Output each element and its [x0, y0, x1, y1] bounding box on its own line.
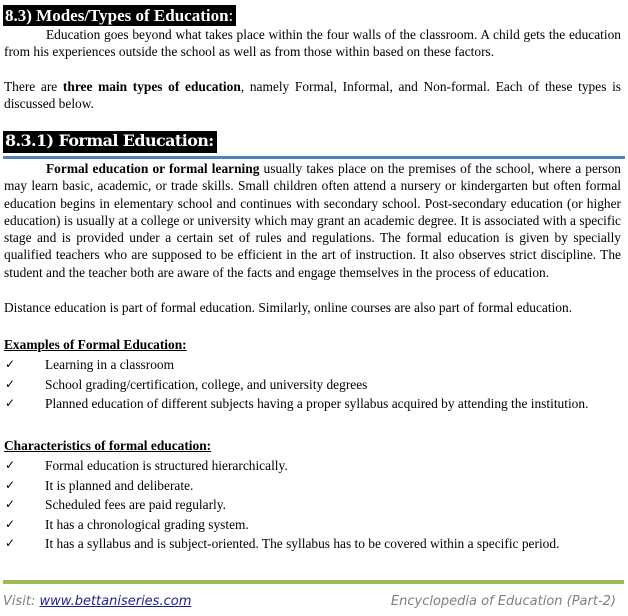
intro-paragraph-2-bold: three main types of education: [62, 79, 241, 94]
formal-paragraph-1-bold: Formal education or formal learning: [46, 161, 260, 176]
formal-paragraph-2: Distance education is part of formal education. Similarly, online courses are also part of formal education.: [4, 300, 573, 315]
footer-visit-label: Visit:: [3, 594, 40, 609]
characteristics-heading: Characteristics of formal education:: [4, 438, 212, 453]
list-item-text: It has a syllabus and is subject-oriented. The syllabus has to be covered within a specific period.: [45, 536, 560, 551]
list-item: [4, 355, 621, 375]
footer-visit: [3, 594, 191, 609]
heading-divider: [3, 156, 625, 159]
intro-paragraph-1: [4, 26, 621, 61]
list-item: [4, 534, 621, 554]
check-icon: ✓: [5, 458, 16, 472]
check-icon: ✓: [5, 536, 16, 550]
list-item-text: Formal education is structured hierarchically.: [45, 458, 288, 473]
check-icon: ✓: [5, 516, 16, 531]
characteristics-list: [4, 456, 621, 554]
section-heading-8-3: [3, 5, 236, 26]
list-item: [4, 375, 621, 395]
intro-paragraph-2-rest: , namely Formal, Informal, and Non-formal. Each of these types is discussed below.: [4, 79, 621, 112]
section-heading-8-3-text: 8.3) Modes/Types of Education: [5, 6, 229, 25]
list-item-text: Planned education of different subjects having a proper syllabus acquired by attending the institution.: [45, 396, 589, 411]
check-icon: ✓: [5, 357, 16, 371]
list-item: [4, 515, 621, 535]
list-item-text: It is planned and deliberate.: [45, 477, 194, 493]
check-icon: ✓: [5, 477, 16, 492]
formal-paragraph-1: [4, 160, 621, 281]
check-icon: ✓: [5, 396, 16, 410]
list-item-text: Learning in a classroom: [45, 357, 175, 372]
section-heading-8-3-1: 8.3.1) Formal Education:: [3, 131, 217, 153]
intro-paragraph-1-text: Education goes beyond what takes place within the four walls of the classroom. A child gets the education from his experiences outside the school as well as from those within based on these factors.: [4, 27, 621, 60]
examples-heading: Examples of Formal Education:: [4, 337, 187, 352]
list-item-text: School grading/certification, college, and university degrees: [45, 376, 368, 392]
check-icon: ✓: [5, 497, 16, 511]
footer-book-title: Encyclopedia of Education (Part-2): [390, 594, 616, 609]
intro-paragraph-2: [4, 78, 621, 113]
list-item: [4, 476, 621, 496]
list-item-text: It has a chronological grading system.: [45, 516, 249, 532]
footer-divider: [3, 580, 624, 584]
list-item-text: Scheduled fees are paid regularly.: [45, 497, 226, 512]
website-link[interactable]: www.bettaniseries.com: [39, 594, 192, 609]
section-heading-8-3-colon: :: [228, 6, 234, 25]
list-item: [4, 456, 621, 476]
list-item: [4, 394, 621, 414]
check-icon: ✓: [5, 376, 16, 391]
formal-paragraph-1-text: usually takes place on the premises of the school, where a person may learn basic, academic, or trade skills. Small children often attend a nursery or kindergarten but often formal education begins in elementary school and continues with secondary school. Post-secondary education (or higher education) is usually at a college or university which may grant an academic degree. It is associated with a specific stage and is provided under a certain set of rules and regulations. The formal education is given by specially qualified teachers who are supposed to be efficient in the art of instruction. It also observes strict discipline. The student and the teacher both are aware of the facts and engage themselves in the process of education.: [4, 161, 621, 280]
list-item: [4, 495, 621, 515]
intro-paragraph-2-lead: There are: [4, 79, 63, 94]
examples-list: [4, 355, 621, 414]
